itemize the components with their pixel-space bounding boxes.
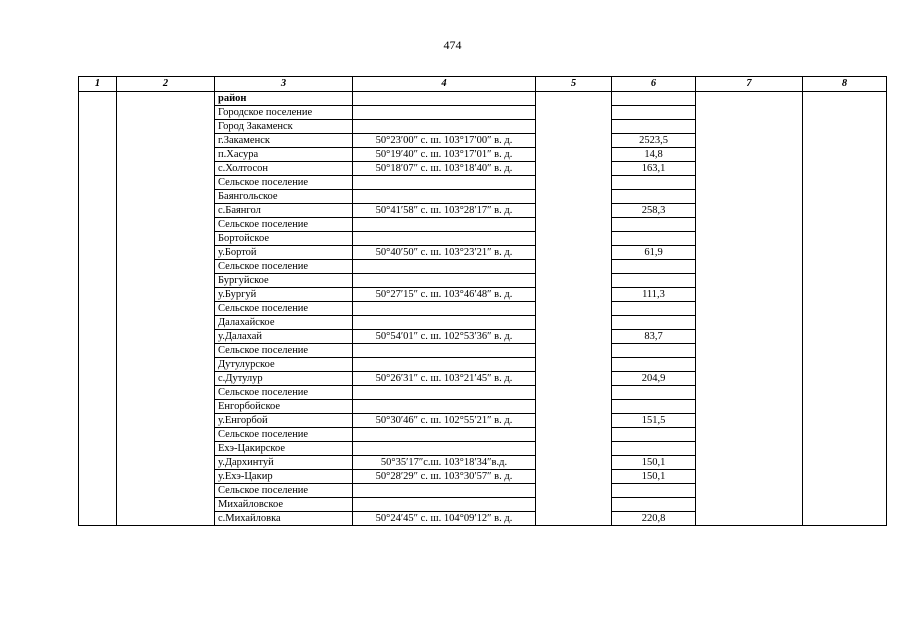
cell-col-8 [803,400,887,414]
cell-col-1 [79,456,117,470]
settlement-name-cell: Ехэ-Цакирское [215,442,353,456]
cell-col-2 [117,218,215,232]
cell-col-8 [803,190,887,204]
cell-col-1 [79,414,117,428]
cell-col-7 [696,232,803,246]
cell-col-1 [79,260,117,274]
cell-col-2 [117,274,215,288]
cell-col-5 [536,316,612,330]
cell-col-2 [117,232,215,246]
cell-col-8 [803,148,887,162]
cell-col-2 [117,316,215,330]
coordinates-cell [353,92,536,106]
cell-col-5 [536,302,612,316]
cell-col-5 [536,106,612,120]
settlement-name-cell: район [215,92,353,106]
cell-col-7 [696,512,803,526]
table-row [79,470,887,484]
table-body [79,92,887,526]
settlement-name-cell: Сельское поселение [215,428,353,442]
value-cell [612,176,696,190]
cell-col-5 [536,134,612,148]
cell-col-8 [803,176,887,190]
cell-col-1 [79,176,117,190]
cell-col-1 [79,498,117,512]
cell-col-2 [117,414,215,428]
cell-col-7 [696,134,803,148]
settlement-name-cell: у.Бургуй [215,288,353,302]
coordinates-cell: 50°18′07″ с. ш. 103°18′40″ в. д. [353,162,536,176]
settlement-name-cell: Баянгольское [215,190,353,204]
cell-col-1 [79,288,117,302]
coordinates-cell: 50°24′45″ с. ш. 104°09′12″ в. д. [353,512,536,526]
settlement-name-cell: у.Дархинтуй [215,456,353,470]
cell-col-7 [696,344,803,358]
table-row [79,260,887,274]
cell-col-1 [79,302,117,316]
table-row [79,148,887,162]
table-row [79,246,887,260]
value-cell [612,484,696,498]
cell-col-5 [536,246,612,260]
table-row [79,316,887,330]
cell-col-1 [79,344,117,358]
value-cell: 151,5 [612,414,696,428]
cell-col-7 [696,330,803,344]
coordinates-cell [353,358,536,372]
cell-col-2 [117,386,215,400]
value-cell [612,442,696,456]
cell-col-7 [696,456,803,470]
value-cell [612,316,696,330]
coordinates-cell [353,218,536,232]
settlement-name-cell: Михайловское [215,498,353,512]
cell-col-1 [79,92,117,106]
cell-col-2 [117,470,215,484]
column-header-8: 8 [803,77,887,92]
cell-col-5 [536,120,612,134]
value-cell: 61,9 [612,246,696,260]
coordinates-cell [353,344,536,358]
cell-col-8 [803,106,887,120]
cell-col-5 [536,358,612,372]
settlement-name-cell: Бортойское [215,232,353,246]
table-row [79,498,887,512]
cell-col-7 [696,218,803,232]
value-cell [612,358,696,372]
settlement-name-cell: Сельское поселение [215,260,353,274]
value-cell [612,92,696,106]
settlement-name-cell: у.Ехэ-Цакир [215,470,353,484]
cell-col-1 [79,428,117,442]
column-header-5: 5 [536,77,612,92]
cell-col-1 [79,106,117,120]
coordinates-cell [353,442,536,456]
cell-col-7 [696,288,803,302]
coordinates-cell [353,386,536,400]
coordinates-cell [353,498,536,512]
cell-col-8 [803,246,887,260]
cell-col-2 [117,176,215,190]
cell-col-1 [79,386,117,400]
column-header-2: 2 [117,77,215,92]
settlement-name-cell: Город Закаменск [215,120,353,134]
cell-col-2 [117,344,215,358]
cell-col-2 [117,190,215,204]
coordinates-cell [353,274,536,288]
cell-col-1 [79,442,117,456]
table-row [79,484,887,498]
cell-col-5 [536,512,612,526]
settlement-name-cell: Дутулурское [215,358,353,372]
cell-col-5 [536,344,612,358]
cell-col-1 [79,190,117,204]
settlement-name-cell: у.Енгорбой [215,414,353,428]
cell-col-7 [696,148,803,162]
cell-col-7 [696,92,803,106]
cell-col-7 [696,176,803,190]
settlement-name-cell: Далахайское [215,316,353,330]
cell-col-2 [117,456,215,470]
cell-col-8 [803,316,887,330]
cell-col-2 [117,330,215,344]
cell-col-8 [803,456,887,470]
column-header-4: 4 [353,77,536,92]
table-row [79,456,887,470]
cell-col-1 [79,330,117,344]
settlement-name-cell: у.Далахай [215,330,353,344]
cell-col-2 [117,260,215,274]
table-header [79,77,887,92]
settlement-name-cell: с.Михайловка [215,512,353,526]
value-cell: 220,8 [612,512,696,526]
coordinates-cell: 50°30′46″ с. ш. 102°55′21″ в. д. [353,414,536,428]
cell-col-5 [536,428,612,442]
coordinates-cell: 50°41′58″ с. ш. 103°28′17″ в. д. [353,204,536,218]
cell-col-2 [117,204,215,218]
cell-col-1 [79,246,117,260]
cell-col-8 [803,512,887,526]
table-row [79,218,887,232]
value-cell [612,400,696,414]
coordinates-cell [353,316,536,330]
coordinates-cell: 50°26′31″ с. ш. 103°21′45″ в. д. [353,372,536,386]
cell-col-5 [536,330,612,344]
cell-col-1 [79,232,117,246]
cell-col-7 [696,162,803,176]
value-cell: 163,1 [612,162,696,176]
value-cell: 111,3 [612,288,696,302]
coordinates-cell [353,106,536,120]
cell-col-5 [536,204,612,218]
cell-col-2 [117,428,215,442]
settlement-name-cell: г.Закаменск [215,134,353,148]
cell-col-5 [536,400,612,414]
cell-col-7 [696,316,803,330]
coordinates-cell [353,120,536,134]
page-number: 474 [443,38,462,52]
cell-col-8 [803,274,887,288]
value-cell: 204,9 [612,372,696,386]
value-cell: 150,1 [612,456,696,470]
settlement-name-cell: Сельское поселение [215,176,353,190]
cell-col-1 [79,120,117,134]
coordinates-cell: 50°28′29″ с. ш. 103°30′57″ в. д. [353,470,536,484]
table-row [79,414,887,428]
cell-col-7 [696,190,803,204]
cell-col-2 [117,512,215,526]
cell-col-8 [803,330,887,344]
cell-col-8 [803,372,887,386]
cell-col-2 [117,442,215,456]
cell-col-8 [803,92,887,106]
value-cell [612,428,696,442]
cell-col-2 [117,120,215,134]
cell-col-5 [536,190,612,204]
table-row [79,176,887,190]
cell-col-8 [803,386,887,400]
cell-col-1 [79,358,117,372]
cell-col-7 [696,274,803,288]
cell-col-5 [536,442,612,456]
cell-col-7 [696,260,803,274]
settlements-table [78,76,887,526]
cell-col-2 [117,358,215,372]
cell-col-8 [803,498,887,512]
cell-col-5 [536,218,612,232]
cell-col-8 [803,162,887,176]
cell-col-2 [117,162,215,176]
cell-col-8 [803,204,887,218]
table-row [79,372,887,386]
coordinates-cell: 50°27′15″ с. ш. 103°46′48″ в. д. [353,288,536,302]
column-header-1: 1 [79,77,117,92]
value-cell [612,386,696,400]
table-row [79,302,887,316]
cell-col-7 [696,428,803,442]
cell-col-7 [696,120,803,134]
coordinates-cell [353,428,536,442]
cell-col-7 [696,470,803,484]
value-cell [612,232,696,246]
table-row [79,400,887,414]
cell-col-8 [803,470,887,484]
cell-col-5 [536,148,612,162]
cell-col-8 [803,288,887,302]
cell-col-8 [803,414,887,428]
coordinates-cell [353,176,536,190]
coordinates-cell: 50°23′00″ с. ш. 103°17′00″ в. д. [353,134,536,148]
settlement-name-cell: Енгорбойское [215,400,353,414]
table-row [79,386,887,400]
cell-col-5 [536,232,612,246]
table-row [79,358,887,372]
settlement-name-cell: Городское поселение [215,106,353,120]
cell-col-1 [79,470,117,484]
coordinates-cell: 50°35′17″с.ш. 103°18′34″в.д. [353,456,536,470]
cell-col-8 [803,302,887,316]
cell-col-7 [696,106,803,120]
cell-col-8 [803,218,887,232]
cell-col-1 [79,134,117,148]
value-cell [612,260,696,274]
cell-col-8 [803,344,887,358]
table-row [79,344,887,358]
value-cell [612,106,696,120]
cell-col-7 [696,386,803,400]
settlement-name-cell: п.Хасура [215,148,353,162]
cell-col-8 [803,442,887,456]
value-cell [612,190,696,204]
cell-col-2 [117,400,215,414]
cell-col-5 [536,92,612,106]
table-row [79,288,887,302]
settlement-name-cell: с.Дутулур [215,372,353,386]
settlement-name-cell: у.Бортой [215,246,353,260]
coordinates-cell: 50°19′40″ с. ш. 103°17′01″ в. д. [353,148,536,162]
value-cell: 150,1 [612,470,696,484]
cell-col-2 [117,106,215,120]
cell-col-1 [79,400,117,414]
table-row [79,190,887,204]
table-row [79,162,887,176]
value-cell [612,302,696,316]
cell-col-5 [536,498,612,512]
cell-col-8 [803,260,887,274]
coordinates-cell [353,302,536,316]
cell-col-1 [79,512,117,526]
settlement-name-cell: Сельское поселение [215,302,353,316]
settlement-name-cell: с.Баянгол [215,204,353,218]
column-header-7: 7 [696,77,803,92]
value-cell [612,218,696,232]
cell-col-2 [117,372,215,386]
cell-col-1 [79,204,117,218]
coordinates-cell: 50°40′50″ с. ш. 103°23′21″ в. д. [353,246,536,260]
cell-col-7 [696,498,803,512]
value-cell [612,274,696,288]
table-row [79,512,887,526]
cell-col-2 [117,246,215,260]
table-row [79,92,887,106]
cell-col-7 [696,400,803,414]
value-cell [612,120,696,134]
cell-col-8 [803,484,887,498]
cell-col-5 [536,260,612,274]
cell-col-5 [536,414,612,428]
cell-col-8 [803,358,887,372]
coordinates-cell [353,400,536,414]
cell-col-5 [536,386,612,400]
coordinates-cell [353,190,536,204]
cell-col-5 [536,176,612,190]
value-cell [612,498,696,512]
cell-col-8 [803,120,887,134]
cell-col-1 [79,162,117,176]
settlement-name-cell: Сельское поселение [215,386,353,400]
cell-col-7 [696,442,803,456]
cell-col-5 [536,288,612,302]
table-row [79,134,887,148]
coordinates-cell [353,260,536,274]
cell-col-7 [696,414,803,428]
value-cell [612,344,696,358]
cell-col-8 [803,428,887,442]
cell-col-7 [696,246,803,260]
cell-col-2 [117,498,215,512]
cell-col-5 [536,162,612,176]
cell-col-2 [117,134,215,148]
cell-col-7 [696,484,803,498]
cell-col-2 [117,148,215,162]
coordinates-cell: 50°54′01″ с. ш. 102°53′36″ в. д. [353,330,536,344]
table-row [79,106,887,120]
cell-col-1 [79,218,117,232]
cell-col-7 [696,302,803,316]
column-header-3: 3 [215,77,353,92]
header-row [79,77,887,92]
cell-col-2 [117,302,215,316]
coordinates-cell [353,232,536,246]
cell-col-1 [79,372,117,386]
cell-col-7 [696,204,803,218]
coordinates-cell [353,484,536,498]
cell-col-5 [536,456,612,470]
table-row [79,330,887,344]
settlement-name-cell: Сельское поселение [215,484,353,498]
value-cell: 258,3 [612,204,696,218]
cell-col-7 [696,358,803,372]
cell-col-1 [79,316,117,330]
cell-col-8 [803,232,887,246]
column-header-6: 6 [612,77,696,92]
cell-col-2 [117,484,215,498]
value-cell: 2523,5 [612,134,696,148]
cell-col-1 [79,274,117,288]
cell-col-1 [79,148,117,162]
settlement-name-cell: Бургуйское [215,274,353,288]
cell-col-5 [536,484,612,498]
cell-col-5 [536,372,612,386]
table-row [79,274,887,288]
table-row [79,232,887,246]
value-cell: 83,7 [612,330,696,344]
cell-col-7 [696,372,803,386]
settlement-name-cell: Сельское поселение [215,218,353,232]
table-row [79,204,887,218]
value-cell: 14,8 [612,148,696,162]
settlement-name-cell: с.Холтосон [215,162,353,176]
cell-col-5 [536,470,612,484]
settlement-name-cell: Сельское поселение [215,344,353,358]
table-row [79,442,887,456]
cell-col-2 [117,92,215,106]
cell-col-1 [79,484,117,498]
cell-col-8 [803,134,887,148]
table-row [79,428,887,442]
table-row [79,120,887,134]
cell-col-5 [536,274,612,288]
cell-col-2 [117,288,215,302]
